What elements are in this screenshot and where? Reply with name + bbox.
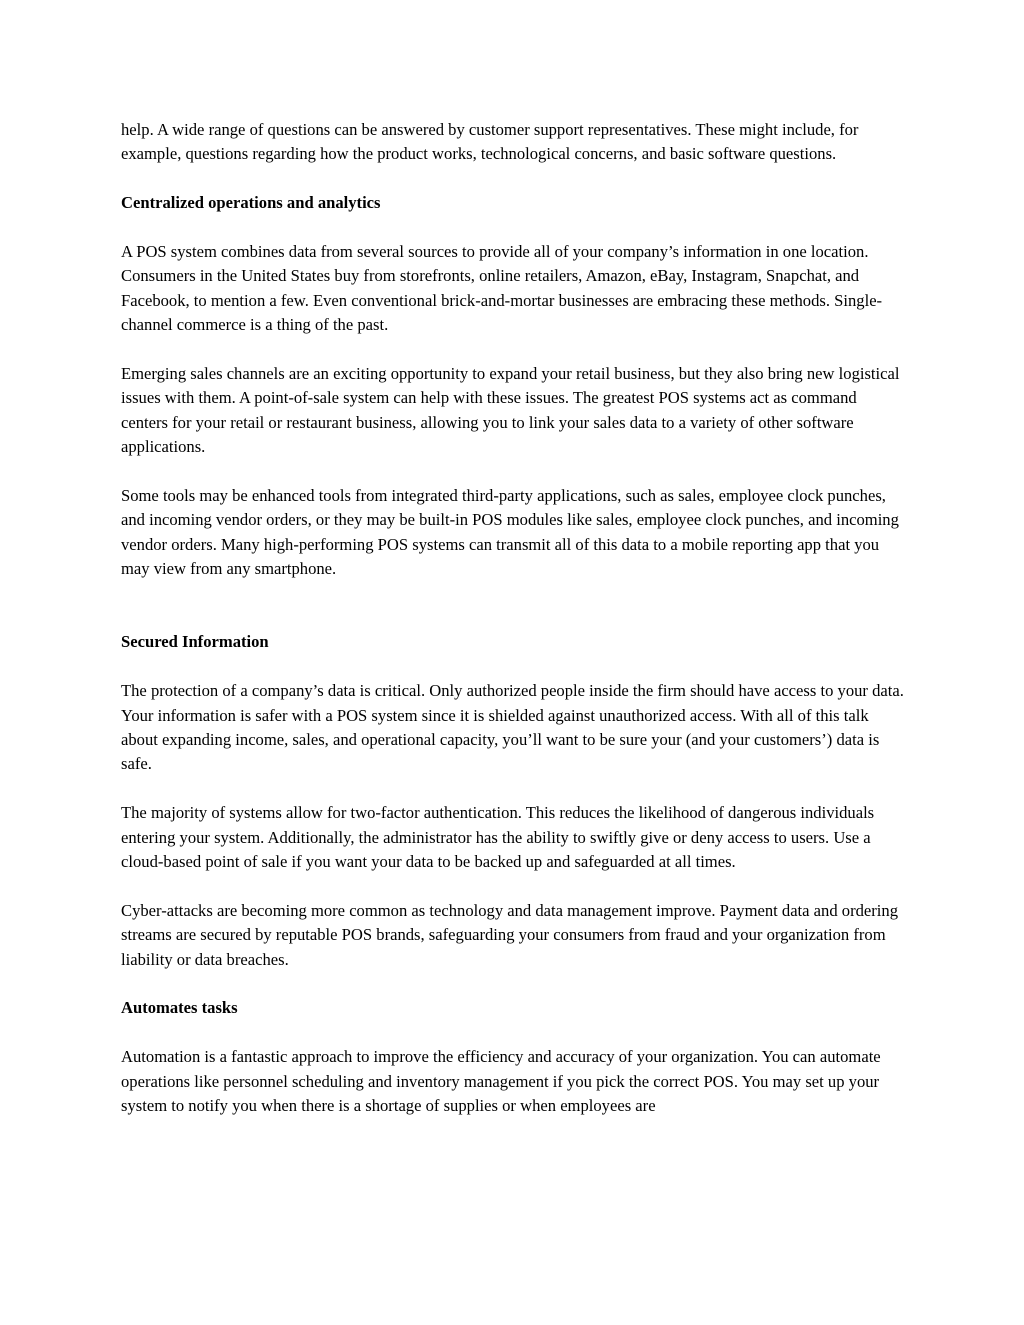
paragraph-emerging-sales-channels: Emerging sales channels are an exciting opportunity to expand your retail business, but they also bring new logistical issues with them. A point-of-sale system can help with these issues. The greatest POS systems act as command centers for your retail or restaurant business, allowing you to link your sales data to a variety of other software applications. [121,364,900,457]
heading-centralized-operations: Centralized operations and analytics [121,193,381,213]
paragraph-data-protection: The protection of a company’s data is critical. Only authorized people inside the firm should have access to your data. Your information is safer with a POS system since it is shielded against unauthorized access. With all of this talk about expanding income, sales, and operational capacity, you’ll want to be sure your (and your customers’) data is safe. [121,681,904,774]
section-spacer [121,606,907,630]
heading-secured-information: Secured Information [121,632,269,652]
paragraph-support-help: help. A wide range of questions can be answered by customer support representatives. These might include, for example, questions regarding how the product works, technological concerns, and basic software questions. [121,120,859,164]
paragraph-pos-combines-data: A POS system combines data from several sources to provide all of your company’s information in one location. Consumers in the United States buy from storefronts, online retailers, Amazon, eBay, Instagram, Snapchat, and Facebook, to mention a few. Even conventional brick-and-mortar businesses are embracing these methods. Single-channel commerce is a thing of the past. [121,242,883,335]
paragraph-cyber-attacks: Cyber-attacks are becoming more common as technology and data management improve. Payment data and ordering streams are secured by reputable POS brands, safeguarding your consumers from fraud and your organization from liability or data breaches. [121,900,899,969]
heading-automates-tasks: Automates tasks [121,998,238,1018]
paragraph-integrated-tools: Some tools may be enhanced tools from integrated third-party applications, such as sales, employee clock punches, and incoming vendor orders, or they may be built-in POS modules like sales, employee clock punches, and incoming vendor orders. Many high-performing POS systems can transmit all of this data to a mobile reporting app that you may view from any smartphone. [121,486,899,579]
paragraph-automation: Automation is a fantastic approach to improve the efficiency and accuracy of your organization. You can automate operations like personnel scheduling and inventory management if you pick the correct POS. You may set up your system to notify you when there is a shortage of supplies or when employees are [121,1047,881,1116]
paragraph-two-factor-auth: The majority of systems allow for two-factor authentication. This reduces the likelihood of dangerous individuals entering your system. Additionally, the administrator has the ability to swiftly give or deny access to users. Use a cloud-based point of sale if you want your data to be backed up and safeguarded at all times. [121,803,875,872]
document-page [121,118,907,1143]
